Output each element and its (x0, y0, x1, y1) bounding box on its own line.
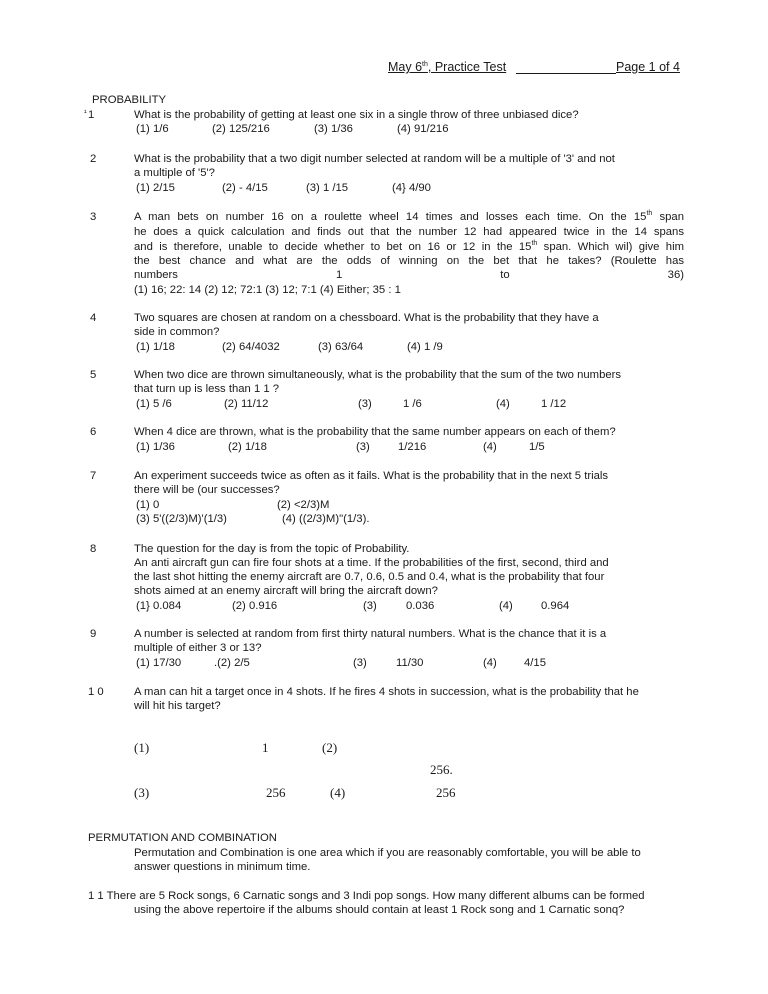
q3-word: 1 (335, 269, 343, 281)
q8-text-line: The question for the day is from the topic of Probability. (134, 543, 410, 555)
q10-option: (1) (134, 740, 150, 755)
q5-option: (1) 5 /6 (136, 398, 172, 410)
q3-word: to (500, 269, 510, 281)
q3-text-line: he does a quick calculation and finds out that the number 12 had appeared twice in the 14 spans (134, 226, 684, 238)
q10-option: (2) (322, 740, 338, 755)
q7-number: 7 (90, 470, 97, 482)
header-underline (516, 73, 616, 74)
q1-option: (3) 1/36 (314, 123, 353, 135)
q6-option: 1/216 (398, 441, 427, 453)
q8-option: 0.036 (406, 600, 435, 612)
q10-option-value: 1 (262, 740, 269, 755)
q3-options: (1) 16; 22: 14 (2) 12; 72:1 (3) 12; 7:1 (4) Either; 35 : 1 (134, 284, 401, 296)
q9-option: (1) 17/30 (136, 657, 182, 669)
q8-text-line: the last shot hitting the enemy aircraft are 0.7, 0.6, 0.5 and 0.4, what is the probability that four (134, 571, 605, 583)
q2-option: (4} 4/90 (392, 182, 431, 194)
q6-number: 6 (90, 426, 97, 438)
q3-text-line: the best chance and what are the odds of winning on the bet that he takes? (Roulette has (134, 255, 684, 267)
q3-word: 36) (667, 269, 684, 281)
q5-number: 5 (90, 369, 97, 381)
q2-option: (1) 2/15 (136, 182, 175, 194)
q4-number: 4 (90, 312, 97, 324)
q1-option: (4) 91/216 (397, 123, 449, 135)
q7-text-line: there will be (our successes? (134, 484, 280, 496)
q9-option: (3) (353, 657, 367, 669)
q1-footnote-marker: ¹ (84, 108, 87, 117)
q8-option: (1} 0.084 (136, 600, 182, 612)
q6-option: (2) 1/18 (228, 441, 267, 453)
q6-option: 1/5 (529, 441, 545, 453)
q5-text-line: that turn up is less than 1 1 ? (134, 383, 280, 395)
q10-option: (3) (134, 785, 150, 800)
section-intro-line: answer questions in minimum time. (134, 861, 311, 873)
q10-number: 1 0 (88, 686, 104, 698)
q2-option: (3) 1 /15 (306, 182, 349, 194)
q10-option-value: 256. (430, 762, 453, 777)
q9-option: .(2) 2/5 (214, 657, 250, 669)
q5-option: 1 /12 (541, 398, 567, 410)
q3-number: 3 (90, 211, 97, 223)
header-title: May 6th, Practice Test (388, 60, 507, 74)
q1-option: (1) 1/6 (136, 123, 169, 135)
q3-text-line: A man bets on number 16 on a roulette wheel 14 times and losses each time. On the 15th span (134, 210, 684, 223)
q3-text-line: and is therefore, unable to decide whether to bet on 16 or 12 in the 15th span. Which wil) give him (134, 240, 684, 253)
q1-text: What is the probability of getting at least one six in a single throw of three unbiased dice? (134, 109, 579, 121)
q1-number: 1 (88, 109, 95, 121)
q3-text-line (134, 268, 684, 283)
q2-number: 2 (90, 153, 97, 165)
q6-option: (3) (356, 441, 370, 453)
q8-option: (3) (363, 600, 377, 612)
q9-number: 9 (90, 628, 97, 640)
q1-option: (2) 125/216 (212, 123, 270, 135)
q7-option: (2) <2/3)M (277, 499, 330, 511)
q8-number: 8 (90, 543, 97, 555)
q5-option: 1 /6 (403, 398, 422, 410)
q5-option: (4) (496, 398, 510, 410)
q3-word: numbers (134, 269, 178, 281)
q7-option: (4) ((2/3)M)"(1/3). (282, 513, 370, 525)
q2-text-line: a multiple of '5'? (134, 167, 215, 179)
q9-option: 11/30 (396, 657, 424, 669)
q4-option: (1) 1/18 (136, 341, 175, 353)
q9-option: (4) (483, 657, 497, 669)
q6-option: (1) 1/36 (136, 441, 175, 453)
q4-option: (4) 1 /9 (407, 341, 443, 353)
q8-option: (2) 0.916 (232, 600, 278, 612)
q8-text-line: An anti aircraft gun can fire four shots at a time. If the probabilities of the first, second, third and (134, 557, 609, 569)
q9-option: 4/15 (524, 657, 546, 669)
q10-option-value: 256 (266, 785, 286, 800)
section-intro-line: Permutation and Combination is one area which if you are reasonably comfortable, you will be able to (134, 847, 641, 859)
q6-text-line: When 4 dice are thrown, what is the probability that the same number appears on each of them? (134, 426, 616, 438)
q11-text-line: using the above repertoire if the albums should contain at least 1 Rock song and 1 Carnatic sonq? (134, 904, 625, 916)
q10-text-line: will hit his target? (134, 700, 221, 712)
q4-text-line: side in common? (134, 326, 220, 338)
q6-option: (4) (483, 441, 497, 453)
q7-option: (1) 0 (136, 499, 160, 511)
q9-text-line: A number is selected at random from first thirty natural numbers. What is the chance that it is a (134, 628, 607, 640)
q2-option: (2) - 4/15 (222, 182, 268, 194)
section-permutation: PERMUTATION AND COMBINATION (88, 832, 277, 844)
q2-text-line: What is the probability that a two digit number selected at random will be a multiple of '3' and not (134, 153, 615, 165)
q4-option: (3) 63/64 (318, 341, 364, 353)
q8-text-line: shots aimed at an enemy aircraft will bring the aircraft down? (134, 585, 438, 597)
q5-option: (3) (358, 398, 372, 410)
q5-option: (2) 11/12 (224, 398, 269, 410)
q10-option-value: 256 (436, 785, 456, 800)
q8-option: 0.964 (541, 600, 570, 612)
q9-text-line: multiple of either 3 or 13? (134, 642, 262, 654)
section-probability: PROBABILITY (92, 94, 167, 106)
q4-option: (2) 64/4032 (222, 341, 280, 353)
q5-text-line: When two dice are thrown simultaneously, what is the probability that the sum of the two numbers (134, 369, 622, 381)
q7-option: (3) 5'((2/3)M)'(1/3) (136, 513, 227, 525)
header-page-number: Page 1 of 4 (616, 60, 680, 74)
q8-option: (4) (499, 600, 513, 612)
q4-text-line: Two squares are chosen at random on a chessboard. What is the probability that they have a (134, 312, 599, 324)
q7-text-line: An experiment succeeds twice as often as it fails. What is the probability that in the next 5 trials (134, 470, 609, 482)
q11-text-line: 1 1 There are 5 Rock songs, 6 Carnatic songs and 3 Indi pop songs. How many different albums can be formed (88, 890, 645, 902)
q10-option: (4) (330, 785, 346, 800)
q10-text-line: A man can hit a target once in 4 shots. If he fires 4 shots in succession, what is the probability that he (134, 686, 639, 698)
